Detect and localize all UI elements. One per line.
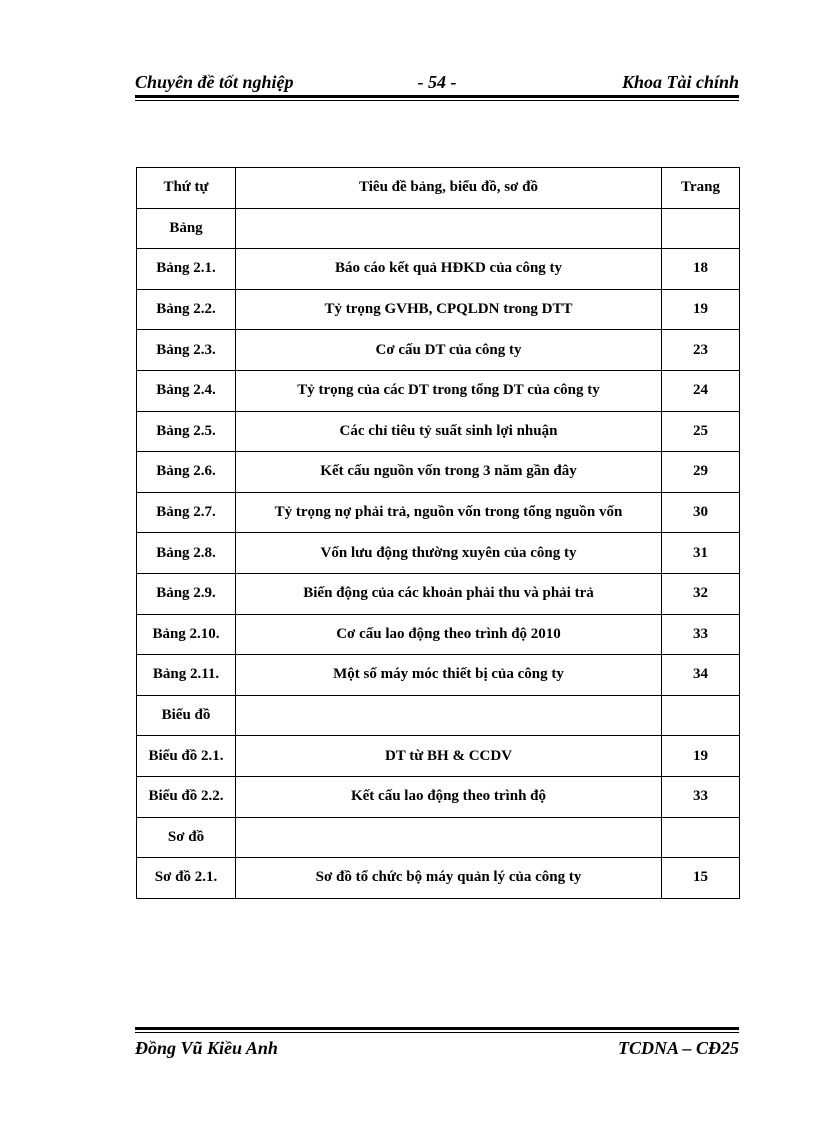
row-title-cell: DT từ BH & CCDV <box>236 736 662 777</box>
row-page-cell <box>662 817 740 858</box>
row-order-cell: Bảng 2.8. <box>137 533 236 574</box>
row-title-cell: Các chỉ tiêu tỷ suất sinh lợi nhuận <box>236 411 662 452</box>
table-row <box>137 858 740 899</box>
row-order-cell: Bảng 2.10. <box>137 614 236 655</box>
row-page-cell: 33 <box>662 776 740 817</box>
table-row <box>137 492 740 533</box>
footer-rule-thin <box>135 1032 739 1033</box>
header-cell-title: Tiêu đề bảng, biểu đồ, sơ đồ <box>236 168 662 209</box>
row-title-cell: Báo cáo kết quả HĐKD của công ty <box>236 249 662 290</box>
row-order-cell: Bảng 2.7. <box>137 492 236 533</box>
row-page-cell: 33 <box>662 614 740 655</box>
row-page-cell: 24 <box>662 370 740 411</box>
header-faculty: Khoa Tài chính <box>621 72 739 92</box>
footer-rule-thick <box>135 1027 739 1030</box>
table-row <box>137 249 740 290</box>
table-row <box>137 452 740 493</box>
table-row <box>137 330 740 371</box>
row-title-cell: Tỷ trọng nợ phải trả, nguồn vốn trong tổng nguồn vốn <box>236 492 662 533</box>
row-title-cell <box>236 817 662 858</box>
footer-author: Đồng Vũ Kiều Anh <box>135 1038 278 1058</box>
row-title-cell: Tỷ trọng GVHB, CPQLDN trong DTT <box>236 289 662 330</box>
table-row <box>137 289 740 330</box>
row-page-cell: 15 <box>662 858 740 899</box>
row-order-cell: Bảng 2.4. <box>137 370 236 411</box>
row-page-cell: 34 <box>662 655 740 696</box>
row-title-cell: Cơ cấu lao động theo trình độ 2010 <box>236 614 662 655</box>
row-page-cell: 30 <box>662 492 740 533</box>
row-page-cell: 23 <box>662 330 740 371</box>
table-row <box>137 776 740 817</box>
table-row <box>137 533 740 574</box>
table-row <box>137 411 740 452</box>
row-title-cell: Tỷ trọng của các DT trong tổng DT của công ty <box>236 370 662 411</box>
table-row <box>137 655 740 696</box>
row-title-cell <box>236 695 662 736</box>
row-order-cell: Biểu đồ 2.1. <box>137 736 236 777</box>
table-row <box>137 573 740 614</box>
row-page-cell: 29 <box>662 452 740 493</box>
row-order-cell: Bảng 2.9. <box>137 573 236 614</box>
row-order-cell: Biểu đồ 2.2. <box>137 776 236 817</box>
page-footer <box>135 1038 739 1060</box>
table-row <box>137 370 740 411</box>
table-header-row <box>137 168 740 209</box>
row-title-cell: Kết cấu lao động theo trình độ <box>236 776 662 817</box>
row-order-cell: Sơ đồ <box>137 817 236 858</box>
row-title-cell: Biến động của các khoản phải thu và phải trả <box>236 573 662 614</box>
figure-table-index <box>136 167 740 899</box>
row-order-cell: Sơ đồ 2.1. <box>137 858 236 899</box>
row-title-cell: Kết cấu nguồn vốn trong 3 năm gần đây <box>236 452 662 493</box>
row-title-cell: Sơ đồ tổ chức bộ máy quản lý của công ty <box>236 858 662 899</box>
row-title-cell: Vốn lưu động thường xuyên của công ty <box>236 533 662 574</box>
row-order-cell: Bảng 2.11. <box>137 655 236 696</box>
row-title-cell <box>236 208 662 249</box>
table-row <box>137 817 740 858</box>
header-cell-order: Thứ tự <box>137 168 236 209</box>
row-order-cell: Biểu đồ <box>137 695 236 736</box>
row-page-cell <box>662 695 740 736</box>
row-page-cell: 19 <box>662 736 740 777</box>
row-order-cell: Bảng <box>137 208 236 249</box>
row-page-cell: 19 <box>662 289 740 330</box>
table-row <box>137 208 740 249</box>
row-order-cell: Bảng 2.3. <box>137 330 236 371</box>
row-title-cell: Một số máy móc thiết bị của công ty <box>236 655 662 696</box>
header-cell-page: Trang <box>662 168 740 209</box>
row-page-cell: 32 <box>662 573 740 614</box>
row-order-cell: Bảng 2.5. <box>137 411 236 452</box>
row-order-cell: Bảng 2.1. <box>137 249 236 290</box>
header-rule-thin <box>135 100 739 101</box>
table-row <box>137 614 740 655</box>
row-title-cell: Cơ cấu DT của công ty <box>236 330 662 371</box>
row-page-cell: 18 <box>662 249 740 290</box>
row-page-cell: 31 <box>662 533 740 574</box>
table-row <box>137 736 740 777</box>
footer-class-code: TCDNA – CĐ25 <box>617 1038 739 1058</box>
row-page-cell: 25 <box>662 411 740 452</box>
table-row <box>137 695 740 736</box>
header-document-type: Chuyên đề tốt nghiệp <box>135 72 294 92</box>
row-order-cell: Bảng 2.6. <box>137 452 236 493</box>
row-page-cell <box>662 208 740 249</box>
row-order-cell: Bảng 2.2. <box>137 289 236 330</box>
header-page-number: - 54 - <box>417 72 457 92</box>
header-rule-thick <box>135 95 739 98</box>
page-header <box>135 72 739 94</box>
